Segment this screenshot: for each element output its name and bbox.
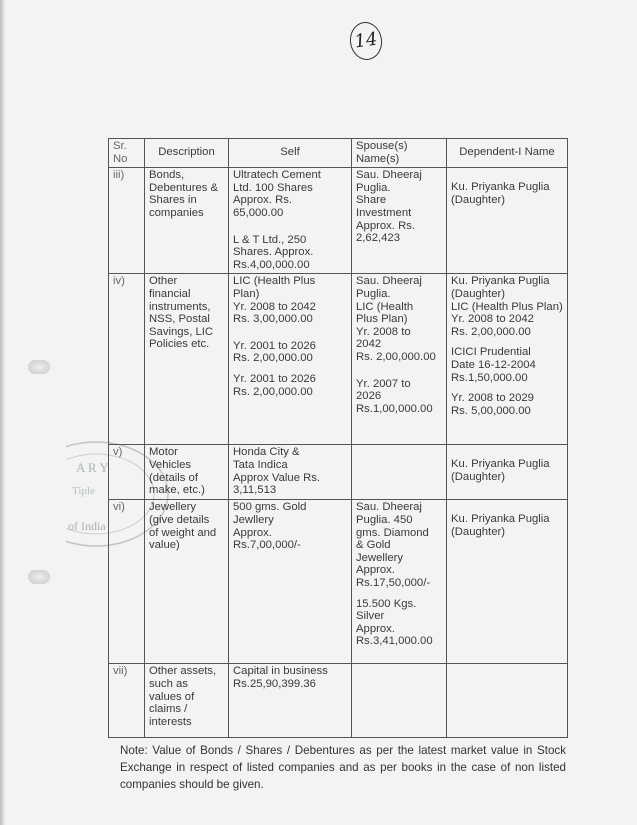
table-row (109, 168, 568, 274)
cell-spouse (352, 274, 447, 445)
assets-table (108, 138, 568, 738)
cell-dependent (447, 445, 568, 500)
cell-dependent (447, 500, 568, 664)
header-description: Description (145, 139, 229, 168)
cell-dependent (447, 168, 568, 274)
cell-spouse (352, 168, 447, 274)
header-spouse: Spouse(s) Name(s) (352, 139, 447, 168)
cell-paragraph: Sau. Dheeraj Puglia. Share Investment Approx. Rs. 2,62,423 (356, 169, 422, 245)
handwritten-page-number: 14 (348, 20, 385, 62)
cell-paragraph: Sau. Dheeraj Puglia. LIC (Health Plus Plan) Yr. 2008 to 2042 Rs. 2,00,000.00 (356, 275, 436, 363)
cell-description: Bonds, Debentures & Shares in companies (145, 168, 229, 274)
table-header-row (109, 139, 568, 168)
table-row (109, 664, 568, 738)
cell-paragraph: Ku. Priyanka Puglia (Daughter) (451, 181, 550, 206)
page-edge-shadow (0, 0, 5, 825)
cell-paragraph: ICICI Prudential Date 16-12-2004 Rs.1,50,000.00 (451, 346, 536, 384)
header-sr-no: Sr. No (109, 139, 145, 168)
cell-paragraph: Yr. 2008 to 2029 Rs. 5,00,000.00 (451, 392, 534, 417)
svg-text:A R Y: A R Y (76, 460, 109, 475)
cell-paragraph: L & T Ltd., 250 Shares. Approx. Rs.4,00,000.00 (233, 233, 314, 271)
table-row (109, 274, 568, 445)
cell-paragraph: 15.500 Kgs. Silver Approx. Rs.3,41,000.00 (356, 597, 433, 648)
cell-self (229, 500, 352, 664)
cell-self (229, 168, 352, 274)
cell-paragraph: Honda City & Tata Indica Approx Value Rs. 3,11,513 (233, 446, 321, 497)
cell-paragraph: Yr. 2001 to 2026 Rs. 2,00,000.00 (233, 372, 316, 398)
svg-text:Tiple: Tiple (72, 485, 95, 497)
table-row (109, 445, 568, 500)
header-dependent: Dependent-I Name (447, 139, 568, 168)
cell-spouse (352, 500, 447, 664)
cell-description: Jewellery (give details of weight and value) (145, 500, 229, 664)
cell-sr-no: v) (109, 445, 145, 500)
cell-paragraph: Ku. Priyanka Puglia (Daughter) LIC (Health Plus Plan) Yr. 2008 to 2042 Rs. 2,00,000.00 (451, 275, 563, 338)
cell-sr-no: vi) (109, 500, 145, 664)
cell-dependent (447, 664, 568, 738)
cell-description: Other assets, such as values of claims / interests (145, 664, 229, 738)
header-self: Self (229, 139, 352, 168)
cell-paragraph: Yr. 2007 to 2026 Rs.1,00,000.00 (356, 377, 433, 415)
cell-description: Motor Vehicles (details of make, etc.) (145, 445, 229, 500)
cell-self (229, 274, 352, 445)
cell-paragraph: LIC (Health Plus Plan) Yr. 2008 to 2042 Rs. 3,00,000.00 (233, 275, 316, 326)
cell-paragraph: Ku. Priyanka Puglia (Daughter) (451, 458, 550, 483)
cell-self (229, 664, 352, 738)
cell-paragraph: Capital in business Rs.25,90,399.36 (233, 665, 328, 690)
punch-hole (28, 360, 50, 374)
cell-paragraph: Sau. Dheeraj Puglia. 450 gms. Diamond & Gold Jewellery Approx. Rs.17,50,000/- (356, 501, 431, 589)
cell-sr-no: iv) (109, 274, 145, 445)
cell-paragraph: Yr. 2001 to 2026 Rs. 2,00,000.00 (233, 339, 316, 365)
punch-hole (28, 570, 50, 584)
cell-paragraph: Ultratech Cement Ltd. 100 Shares Approx. Rs. 65,000.00 (233, 169, 321, 219)
footnote: Note: Value of Bonds / Shares / Debentures as per the latest market value in Stock Exchange in respect of listed companies and as per books in the case of non listed companies should be given. (120, 744, 566, 791)
cell-paragraph: 500 gms. Gold Jewllery Approx. Rs.7,00,000/- (233, 501, 307, 552)
cell-description: Other financial instruments, NSS, Postal Savings, LIC Policies etc. (145, 274, 229, 445)
cell-self (229, 445, 352, 500)
cell-paragraph: Ku. Priyanka Puglia (Daughter) (451, 513, 550, 538)
cell-spouse (352, 664, 447, 738)
svg-text:of India: of India (68, 519, 106, 533)
cell-dependent (447, 274, 568, 445)
cell-sr-no: iii) (109, 168, 145, 274)
cell-sr-no: vii) (109, 664, 145, 738)
cell-spouse (352, 445, 447, 500)
table-row (109, 500, 568, 664)
